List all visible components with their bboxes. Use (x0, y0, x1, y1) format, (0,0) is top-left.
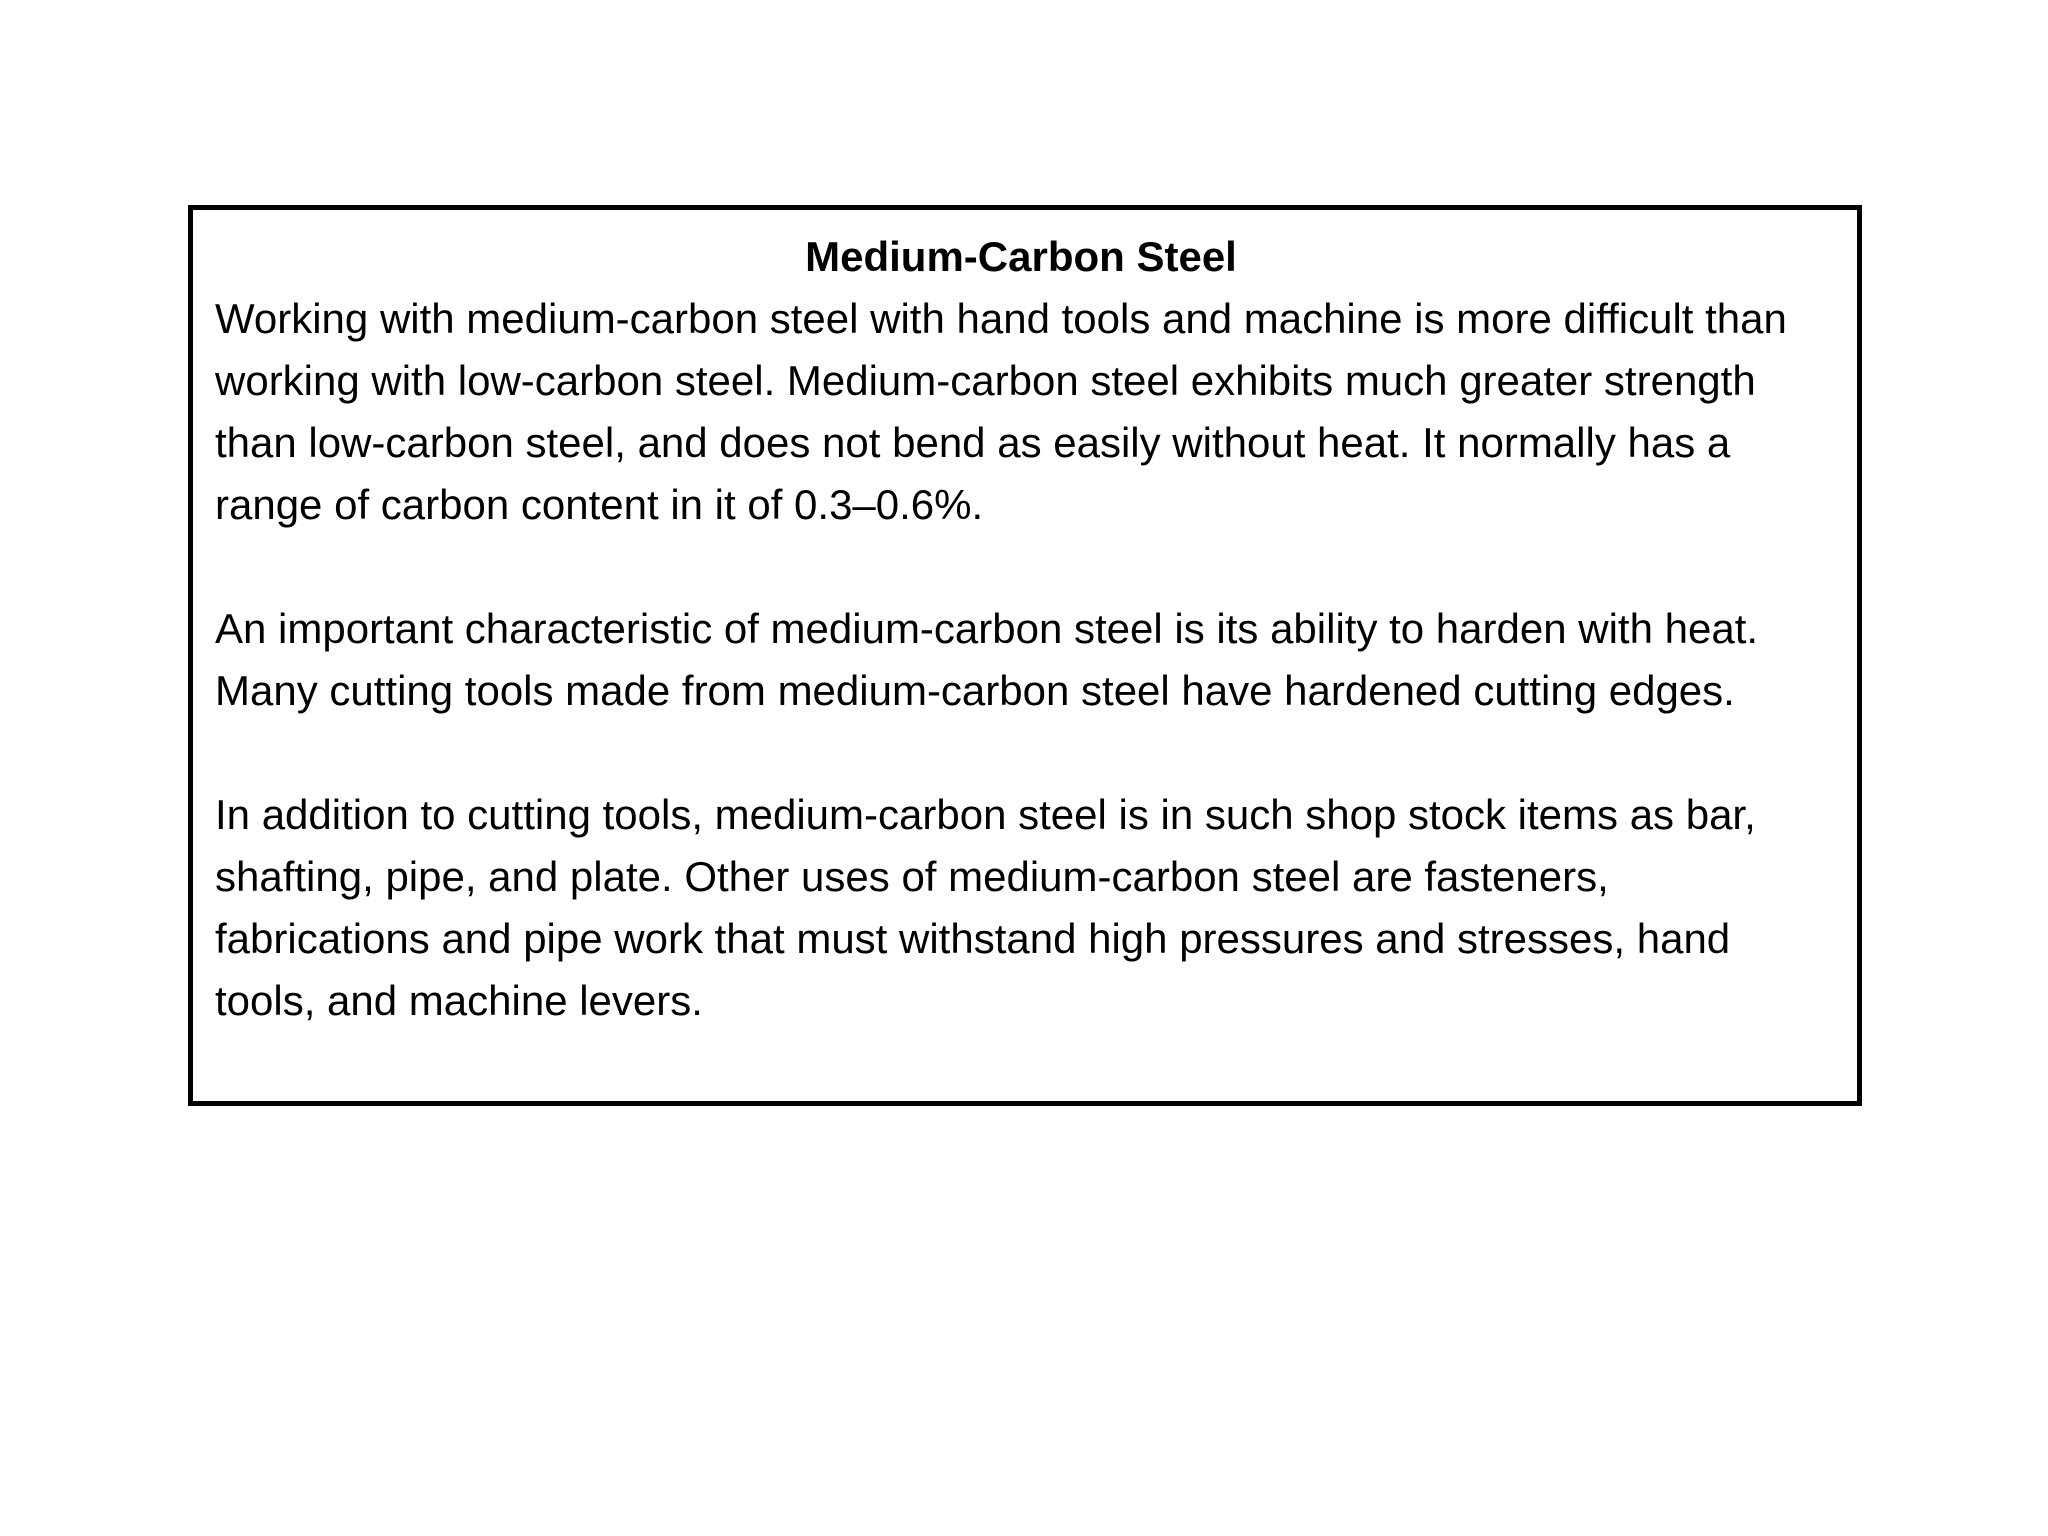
box-title: Medium-Carbon Steel (805, 233, 1237, 280)
paragraph-uses: In addition to cutting tools, medium-carbon steel is in such shop stock items as bar, shafting, pipe, and plate. Other uses of medium-carbon steel are fasteners, fabrications and pipe work that must withstand high pressures and stresses, hand tools, and machine levers. (215, 791, 1756, 1024)
paragraph-properties: Working with medium-carbon steel with hand tools and machine is more difficult than working with low-carbon steel. Medium-carbon steel exhibits much greater strength than low-carbon steel, and does not bend as easily without heat. It normally has a range of carbon content in it of 0.3–0.6%. (215, 295, 1787, 528)
paragraph-hardening: An important characteristic of medium-carbon steel is its ability to harden with heat. Many cutting tools made from medium-carbon steel have hardened cutting edges. (215, 605, 1759, 714)
text-box (188, 205, 1862, 1106)
